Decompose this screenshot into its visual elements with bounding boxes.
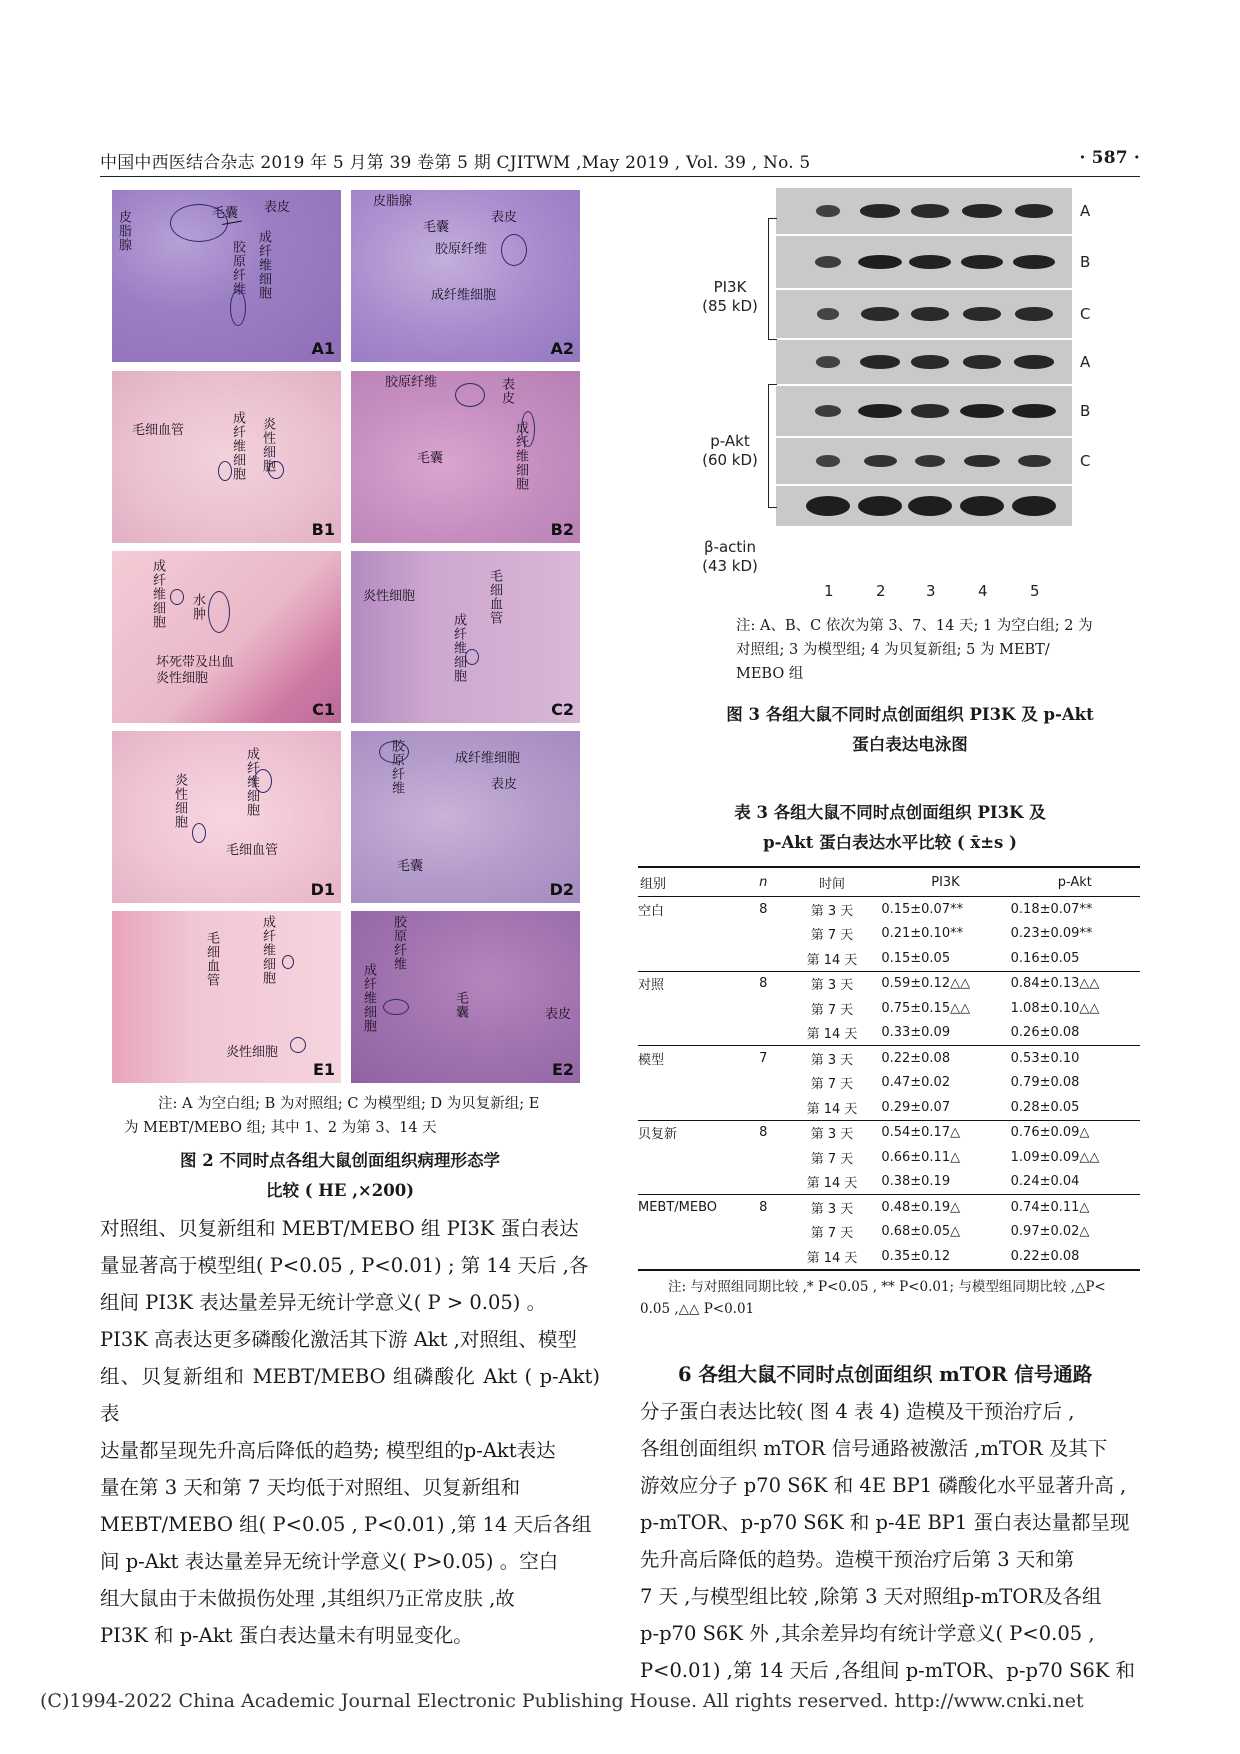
table-row <box>638 1170 1140 1195</box>
panel-tag: D1 <box>310 880 335 899</box>
cell-pi3k: 0.54±0.17△ <box>881 1125 961 1141</box>
cell-group <box>638 1095 744 1120</box>
table-row <box>638 1220 1140 1245</box>
blot-band <box>961 255 1003 269</box>
panel-B1: 毛细血管 成纤维细胞 炎性细胞 B1 <box>112 371 341 543</box>
table-3-note: 注: 与对照组同期比较 ,* P<0.05 , ** P<0.01; 与模型组同期比较 ,△P< <box>668 1279 1106 1295</box>
page-number: · 587 · <box>1079 148 1140 168</box>
panel-E1: 毛细血管 成纤维细胞 炎性细胞 E1 <box>112 911 341 1083</box>
blot-row-label: B <box>1080 402 1091 420</box>
copyright-footer: (C)1994-2022 China Academic Journal Electronic Publishing House. All rights reserved. http://www.cnki.net <box>40 1690 1084 1712</box>
header-rule <box>100 176 1140 177</box>
panel-E2: 胶原纤维 成纤维细胞 毛囊 表皮 E2 <box>351 911 580 1083</box>
cell-time: 第 3 天 <box>810 1201 854 1217</box>
blot-band <box>964 455 999 468</box>
table-row <box>638 1021 1140 1046</box>
blot-band <box>911 355 948 368</box>
blot-band <box>816 356 840 367</box>
figure-2-note-cont: 为 MEBT/MEBO 组; 其中 1、2 为第 3、14 天 <box>124 1120 437 1136</box>
blot-strip <box>776 486 1072 526</box>
cell-group <box>638 1021 744 1046</box>
cell-time: 第 3 天 <box>810 903 854 919</box>
blot-band <box>963 355 1000 368</box>
blot-band <box>909 255 951 269</box>
blot-band <box>858 255 902 269</box>
table-row <box>638 1071 1140 1096</box>
cell-time: 第 14 天 <box>783 946 882 971</box>
cell-pi3k: 0.66±0.11△ <box>881 1149 961 1165</box>
panel-B2: 胶原纤维 表皮 毛囊 成纤维细胞 B2 <box>351 371 580 543</box>
blot-band <box>1013 255 1055 269</box>
blot-band <box>960 496 1004 516</box>
cell-n <box>744 1244 783 1270</box>
cell-pi3k: 0.15±0.05 <box>881 946 1010 971</box>
figure-2-micrographs <box>112 190 580 1078</box>
blot-band <box>1014 355 1054 368</box>
blot-band <box>1012 496 1056 516</box>
blot-band <box>960 404 1004 418</box>
blot-row-label: A <box>1080 202 1091 220</box>
panel-tag: A2 <box>550 339 574 358</box>
blot-band <box>962 204 1002 217</box>
blot-band <box>911 307 948 320</box>
blot-strip <box>776 290 1072 338</box>
lane-number: 3 <box>926 582 936 600</box>
cell-group <box>638 996 744 1021</box>
cell-time: 第 14 天 <box>783 1021 882 1046</box>
cell-p-akt: 0.22±0.08 <box>1011 1244 1140 1270</box>
cell-n: 8 <box>759 901 768 917</box>
cell-pi3k: 0.22±0.08 <box>881 1050 951 1066</box>
cell-n <box>744 946 783 971</box>
cell-time: 第 14 天 <box>783 1244 882 1270</box>
blot-band <box>1015 307 1052 320</box>
cell-group <box>638 1220 744 1245</box>
figure-3-western-blot <box>776 188 1072 578</box>
cell-group: 模型 <box>638 1052 665 1068</box>
table-row <box>638 1120 1140 1145</box>
blot-band <box>861 307 898 320</box>
cell-pi3k: 0.47±0.02 <box>881 1075 951 1091</box>
cell-time: 第 7 天 <box>810 1226 854 1242</box>
blot-row-label: C <box>1080 305 1091 323</box>
blot-row-label: C <box>1080 452 1091 470</box>
label-pi3k: PI3K (85 kD) <box>702 278 758 315</box>
panel-A2: 皮脂腺 表皮 毛囊 胶原纤维 成纤维细胞 A2 <box>351 190 580 362</box>
table-3-note-cont: 0.05 ,△△ P<0.01 <box>640 1301 755 1317</box>
table-row <box>638 1195 1140 1220</box>
cell-group: 对照 <box>638 978 665 994</box>
cell-n <box>744 1021 783 1046</box>
cell-n <box>744 1220 783 1245</box>
cell-time: 第 3 天 <box>810 1052 854 1068</box>
blot-band <box>915 455 946 467</box>
cell-group <box>638 1244 744 1270</box>
blot-row-label: B <box>1080 253 1091 271</box>
cell-time: 第 3 天 <box>810 1127 854 1143</box>
body-text-right: 6 各组大鼠不同时点创面组织 mTOR 信号通路 分子蛋白表达比较( 图 4 表 4) 造模及干预治疗后 , 各组创面组织 mTOR 信号通路被激活 ,mTOR 及其下 游效应分子 p70 S6K 和 4E BP1 磷酸化水平显著升高 , p-mTOR、p-p70 S6K 和 p-4E BP1 蛋白表达量都呈现 先升高后降低的趋势。造模干预治疗后第 3 天和第 7 天 ,与模型组比较 ,除第 3 天对照组p-mTOR及各组 p-p70 S6K 外 ,其余差异均有统计学意义( P<0.05 , P<0.01) ,第 14 天后 ,各组间 p-mTOR、p-p70 S6K 和 <box>640 1363 1136 1682</box>
table-3 <box>638 866 1140 1271</box>
cell-n: 7 <box>759 1050 768 1066</box>
blot-band <box>860 204 900 217</box>
cell-pi3k: 0.38±0.19 <box>881 1170 1010 1195</box>
label-p-akt: p-Akt (60 kD) <box>702 432 758 469</box>
panel-C1: 成纤维细胞 水肿 坏死带及出血 炎性细胞 C1 <box>112 551 341 723</box>
cell-pi3k: 0.35±0.12 <box>881 1244 1010 1270</box>
blot-band <box>1018 455 1051 468</box>
brace-pi3k <box>768 218 777 340</box>
blot-band <box>816 455 840 466</box>
cell-p-akt: 0.79±0.08 <box>1010 1075 1080 1091</box>
panel-D1: 炎性细胞 成纤维细胞 毛细血管 D1 <box>112 731 341 903</box>
figure-3-title: 图 3 各组大鼠不同时点创面组织 PI3K 及 p-Akt 蛋白表达电泳图 <box>726 705 1094 754</box>
cell-n <box>744 1095 783 1120</box>
blot-band <box>864 455 897 468</box>
cell-p-akt: 0.53±0.10 <box>1010 1050 1080 1066</box>
panel-D2: 胶原纤维 成纤维细胞 表皮 毛囊 D2 <box>351 731 580 903</box>
panel-tag: B1 <box>311 520 335 539</box>
brace-p-akt <box>768 384 777 508</box>
cell-pi3k: 0.15±0.07** <box>881 901 964 917</box>
panel-C2: 炎性细胞 毛细血管 成纤维细胞 C2 <box>351 551 580 723</box>
cell-pi3k: 0.33±0.09 <box>881 1021 1010 1046</box>
panel-tag: D2 <box>549 880 574 899</box>
cell-time: 第 14 天 <box>783 1170 882 1195</box>
table-row <box>638 971 1140 996</box>
lane-number: 2 <box>876 582 886 600</box>
blot-band <box>815 405 841 417</box>
figure-2-title: 图 2 不同时点各组大鼠创面组织病理形态学 比较 ( HE ,×200) <box>180 1151 500 1200</box>
cell-time: 第 7 天 <box>810 1077 854 1093</box>
panel-tag: A1 <box>311 339 335 358</box>
cell-p-akt: 0.28±0.05 <box>1011 1095 1140 1120</box>
blot-band <box>858 496 902 516</box>
journal-citation: 中国中西医结合杂志 2019 年 5 月第 39 卷第 5 期 CJITWM ,May 2019 , Vol. 39 , No. 5 <box>100 153 811 173</box>
blot-band <box>1012 404 1056 418</box>
blot-band <box>806 496 850 516</box>
table-row <box>638 897 1140 922</box>
blot-band <box>858 404 902 418</box>
cell-group <box>638 1071 744 1096</box>
cell-p-akt: 0.16±0.05 <box>1011 946 1140 971</box>
cell-n <box>744 1145 783 1170</box>
cell-n: 8 <box>759 1125 768 1141</box>
lane-number: 1 <box>824 582 834 600</box>
running-header <box>100 148 1140 173</box>
blot-band <box>816 205 840 216</box>
panel-tag: C2 <box>551 700 574 719</box>
lane-number: 5 <box>1030 582 1040 600</box>
cell-n <box>744 996 783 1021</box>
cell-time: 第 14 天 <box>783 1095 882 1120</box>
cell-group <box>638 946 744 971</box>
cell-time: 第 3 天 <box>810 978 854 994</box>
blot-band <box>817 308 839 319</box>
cell-p-akt: 0.18±0.07** <box>1010 901 1093 917</box>
figure-3-note: 注: A、B、C 依次为第 3、7、14 天; 1 为空白组; 2 为 对照组; 3 为模型组; 4 为贝复新组; 5 为 MEBT/ MEBO 组 <box>736 618 1093 682</box>
cell-group: 空白 <box>638 903 665 919</box>
panel-tag: E2 <box>551 1060 574 1079</box>
table-row <box>638 1244 1140 1270</box>
table-row <box>638 946 1140 971</box>
figure-2-note: 注: A 为空白组; B 为对照组; C 为模型组; D 为贝复新组; E <box>158 1096 540 1112</box>
cell-p-akt: 0.24±0.04 <box>1011 1170 1140 1195</box>
cell-group <box>638 1170 744 1195</box>
blot-row-label: A <box>1080 353 1091 371</box>
blot-band <box>1015 204 1054 217</box>
cell-p-akt: 0.97±0.02△ <box>1010 1224 1090 1240</box>
cell-time: 第 7 天 <box>810 1151 854 1167</box>
table-row <box>638 1145 1140 1170</box>
cell-p-akt: 0.74±0.11△ <box>1010 1199 1090 1215</box>
cell-pi3k: 0.29±0.07 <box>881 1095 1010 1120</box>
table-3-title: 表 3 各组大鼠不同时点创面组织 PI3K 及 p-Akt 蛋白表达水平比较 ( x̄±s ) <box>734 803 1046 852</box>
label-beta-actin: β-actin (43 kD) <box>702 538 758 575</box>
blot-band <box>911 404 948 417</box>
cell-group: MEBT/MEBO <box>638 1199 718 1215</box>
blot-band <box>860 355 900 368</box>
cell-n: 8 <box>759 976 768 992</box>
table-header-row: 组别 n 时间 PI3K p-Akt <box>638 867 1140 897</box>
cell-n <box>744 1071 783 1096</box>
panel-tag: C1 <box>312 700 335 719</box>
table-row <box>638 1046 1140 1071</box>
blot-band <box>815 256 841 268</box>
blot-strip <box>776 438 1072 484</box>
cell-p-akt: 1.09±0.09△△ <box>1010 1149 1100 1165</box>
cell-n <box>744 1170 783 1195</box>
panel-tag: B2 <box>550 520 574 539</box>
cell-n: 8 <box>759 1199 768 1215</box>
cell-p-akt: 0.26±0.08 <box>1011 1021 1140 1046</box>
cell-pi3k: 0.59±0.12△△ <box>881 976 971 992</box>
blot-strip <box>776 236 1072 288</box>
blot-band <box>908 496 952 516</box>
cell-group <box>638 922 744 947</box>
cell-time: 第 7 天 <box>810 928 854 944</box>
panel-tag: E1 <box>312 1060 335 1079</box>
table-row <box>638 922 1140 947</box>
cell-pi3k: 0.68±0.05△ <box>881 1224 961 1240</box>
cell-time: 第 7 天 <box>810 1002 854 1018</box>
cell-n <box>744 922 783 947</box>
blot-strip <box>776 386 1072 436</box>
blot-band <box>911 204 948 217</box>
cell-p-akt: 0.84±0.13△△ <box>1010 976 1100 992</box>
panel-A1: 毛囊 表皮 皮脂腺 胶原纤维 成纤维细胞 A1 <box>112 190 341 362</box>
cell-p-akt: 0.76±0.09△ <box>1010 1125 1090 1141</box>
cell-p-akt: 1.08±0.10△△ <box>1010 1000 1100 1016</box>
lane-number: 4 <box>978 582 988 600</box>
cell-pi3k: 0.21±0.10** <box>881 926 964 942</box>
blot-band <box>963 307 1000 320</box>
body-text-left: 对照组、贝复新组和 MEBT/MEBO 组 PI3K 蛋白表达 量显著高于模型组( P<0.05 , P<0.01) ; 第 14 天后 ,各 组间 PI3K 表达量差异无统计学意义( P > 0.05) 。 PI3K 高表达更多磷酸化激活其下游 Akt ,对照组、模型 组、贝复新组和 MEBT/MEBO 组磷酸化 Akt ( p-Akt) 表 达量都呈现先升高后降低的趋势; 模型组的p-Akt表达 量在第 3 天和第 7 天均低于对照组、贝复新组和 MEBT/MEBO 组( P<0.05 , P<0.01) ,第 14 天后各组 间 p-Akt 表达量差异无统计学意义( P>0.05) 。空白 组大鼠由于未做损伤处理 ,其组织乃正常皮肤 ,故 PI3K 和 p-Akt 蛋白表达量未有明显变化。 <box>100 1217 600 1647</box>
blot-strip <box>776 188 1072 234</box>
cell-p-akt: 0.23±0.09** <box>1010 926 1093 942</box>
cell-pi3k: 0.75±0.15△△ <box>881 1000 971 1016</box>
table-row <box>638 996 1140 1021</box>
blot-strip <box>776 340 1072 384</box>
table-row <box>638 1095 1140 1120</box>
cell-group: 贝复新 <box>638 1127 678 1143</box>
cell-pi3k: 0.48±0.19△ <box>881 1199 961 1215</box>
cell-group <box>638 1145 744 1170</box>
